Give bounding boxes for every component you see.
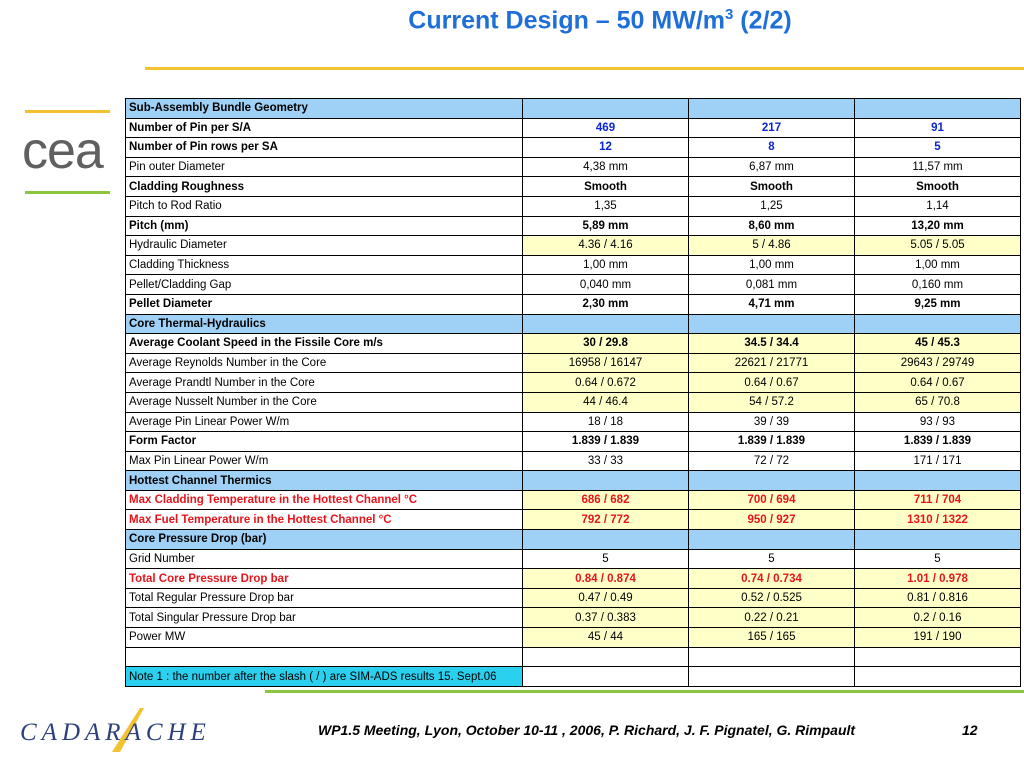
table-row <box>126 118 1021 138</box>
row-label: Max Fuel Temperature in the Hottest Channel °C <box>126 510 523 530</box>
value-cell: 0,081 mm <box>689 275 855 295</box>
value-cell: 686 / 682 <box>523 490 689 510</box>
table-row <box>126 196 1021 216</box>
row-label: Total Regular Pressure Drop bar <box>126 588 523 608</box>
value-cell <box>855 314 1021 334</box>
table-row <box>126 471 1021 491</box>
row-label: Hottest Channel Thermics <box>126 471 523 491</box>
value-cell: 5 <box>689 549 855 569</box>
value-cell: 45 / 44 <box>523 628 689 648</box>
value-cell: 29643 / 29749 <box>855 353 1021 373</box>
row-label: Max Cladding Temperature in the Hottest Channel °C <box>126 490 523 510</box>
table-row <box>126 216 1021 236</box>
table-row <box>126 314 1021 334</box>
value-cell: 1,35 <box>523 196 689 216</box>
value-cell: 5 <box>523 549 689 569</box>
value-cell <box>523 471 689 491</box>
cea-logo <box>22 126 112 176</box>
value-cell: 0.2 / 0.16 <box>855 608 1021 628</box>
value-cell <box>523 99 689 119</box>
value-cell: 700 / 694 <box>689 490 855 510</box>
value-cell <box>523 530 689 550</box>
logo-bar-top <box>25 110 110 113</box>
row-label: Total Core Pressure Drop bar <box>126 569 523 589</box>
value-cell: 1,00 mm <box>689 255 855 275</box>
value-cell: Smooth <box>523 177 689 197</box>
row-label: Pin outer Diameter <box>126 157 523 177</box>
value-cell: 711 / 704 <box>855 490 1021 510</box>
title-underline <box>145 67 1024 70</box>
value-cell <box>689 530 855 550</box>
row-label: Form Factor <box>126 432 523 452</box>
table-row <box>126 177 1021 197</box>
value-cell <box>855 471 1021 491</box>
table-row <box>126 647 1021 667</box>
table-row <box>126 667 1021 687</box>
value-cell: 2,30 mm <box>523 294 689 314</box>
value-cell: 45 / 45.3 <box>855 334 1021 354</box>
table-row <box>126 392 1021 412</box>
value-cell: 0.81 / 0.816 <box>855 588 1021 608</box>
table-row <box>126 569 1021 589</box>
table-row <box>126 628 1021 648</box>
value-cell: 39 / 39 <box>689 412 855 432</box>
value-cell: 33 / 33 <box>523 451 689 471</box>
value-cell <box>523 314 689 334</box>
value-cell: Smooth <box>689 177 855 197</box>
footer-text: WP1.5 Meeting, Lyon, October 10-11 , 2006, P. Richard, J. F. Pignatel, G. Rimpault <box>318 722 856 738</box>
value-cell: 792 / 772 <box>523 510 689 530</box>
row-label: Number of Pin rows per SA <box>126 138 523 158</box>
page-title: Current Design – 50 $MW/m^3$ (2/2) <box>408 6 792 35</box>
page-number: 12 <box>962 722 978 738</box>
cadarache-logo <box>12 700 262 756</box>
value-cell: 8 <box>689 138 855 158</box>
value-cell: 9,25 mm <box>855 294 1021 314</box>
value-cell <box>855 647 1021 667</box>
value-cell <box>689 667 855 687</box>
value-cell: 12 <box>523 138 689 158</box>
row-label: Note 1 : the number after the slash ( / ) are SIM-ADS results 15. Sept.06 <box>126 667 523 687</box>
value-cell: 1,25 <box>689 196 855 216</box>
table-row <box>126 373 1021 393</box>
row-label: Sub-Assembly Bundle Geometry <box>126 99 523 119</box>
table-row <box>126 294 1021 314</box>
value-cell: 0.64 / 0.67 <box>689 373 855 393</box>
table-row <box>126 510 1021 530</box>
value-cell <box>689 99 855 119</box>
value-cell: 5 <box>855 138 1021 158</box>
value-cell: 1.01 / 0.978 <box>855 569 1021 589</box>
value-cell <box>523 647 689 667</box>
svg-text:cea: cea <box>22 126 103 176</box>
value-cell <box>689 314 855 334</box>
value-cell: 5 / 4.86 <box>689 236 855 256</box>
row-label: Cladding Thickness <box>126 255 523 275</box>
table-row <box>126 275 1021 295</box>
value-cell: 165 / 165 <box>689 628 855 648</box>
row-label <box>126 647 523 667</box>
value-cell: 6,87 mm <box>689 157 855 177</box>
table-row <box>126 432 1021 452</box>
row-label: Pellet Diameter <box>126 294 523 314</box>
value-cell: 4,38 mm <box>523 157 689 177</box>
value-cell: 0.22 / 0.21 <box>689 608 855 628</box>
table-row <box>126 353 1021 373</box>
value-cell: 22621 / 21771 <box>689 353 855 373</box>
value-cell: 0.84 / 0.874 <box>523 569 689 589</box>
value-cell: 8,60 mm <box>689 216 855 236</box>
value-cell: 0.74 / 0.734 <box>689 569 855 589</box>
value-cell: Smooth <box>855 177 1021 197</box>
design-parameters-table <box>125 98 1021 687</box>
table-row <box>126 530 1021 550</box>
value-cell: 0.52 / 0.525 <box>689 588 855 608</box>
row-label: Pellet/Cladding Gap <box>126 275 523 295</box>
value-cell: 217 <box>689 118 855 138</box>
row-label: Pitch to Rod Ratio <box>126 196 523 216</box>
value-cell: 0.37 / 0.383 <box>523 608 689 628</box>
table-row <box>126 451 1021 471</box>
row-label: Average Coolant Speed in the Fissile Core m/s <box>126 334 523 354</box>
row-label: Max Pin Linear Power W/m <box>126 451 523 471</box>
row-label: Core Pressure Drop (bar) <box>126 530 523 550</box>
value-cell: 191 / 190 <box>855 628 1021 648</box>
row-label: Power MW <box>126 628 523 648</box>
value-cell: 0,160 mm <box>855 275 1021 295</box>
value-cell: 34.5 / 34.4 <box>689 334 855 354</box>
row-label: Total Singular Pressure Drop bar <box>126 608 523 628</box>
value-cell: 1310 / 1322 <box>855 510 1021 530</box>
value-cell: 5,89 mm <box>523 216 689 236</box>
value-cell: 11,57 mm <box>855 157 1021 177</box>
value-cell: 950 / 927 <box>689 510 855 530</box>
table-row <box>126 236 1021 256</box>
row-label: Number of Pin per S/A <box>126 118 523 138</box>
value-cell <box>689 471 855 491</box>
table-row <box>126 412 1021 432</box>
row-label: Average Prandtl Number in the Core <box>126 373 523 393</box>
row-label: Average Pin Linear Power W/m <box>126 412 523 432</box>
row-label: Cladding Roughness <box>126 177 523 197</box>
value-cell: 469 <box>523 118 689 138</box>
value-cell <box>855 667 1021 687</box>
footer-rule <box>265 690 1024 693</box>
value-cell: 16958 / 16147 <box>523 353 689 373</box>
table-row <box>126 588 1021 608</box>
table-row <box>126 255 1021 275</box>
value-cell: 0,040 mm <box>523 275 689 295</box>
value-cell <box>855 99 1021 119</box>
value-cell: 54 / 57.2 <box>689 392 855 412</box>
value-cell: 1.839 / 1.839 <box>855 432 1021 452</box>
logo-bar-bottom <box>25 191 110 194</box>
value-cell: 18 / 18 <box>523 412 689 432</box>
table-row <box>126 608 1021 628</box>
svg-text:CADARACHE: CADARACHE <box>20 719 211 746</box>
value-cell: 72 / 72 <box>689 451 855 471</box>
value-cell: 0.64 / 0.672 <box>523 373 689 393</box>
value-cell: 0.64 / 0.67 <box>855 373 1021 393</box>
value-cell: 171 / 171 <box>855 451 1021 471</box>
value-cell: 91 <box>855 118 1021 138</box>
table-row <box>126 549 1021 569</box>
value-cell: 93 / 93 <box>855 412 1021 432</box>
table-row <box>126 99 1021 119</box>
value-cell <box>523 667 689 687</box>
value-cell: 4.36 / 4.16 <box>523 236 689 256</box>
table-row <box>126 138 1021 158</box>
value-cell: 4,71 mm <box>689 294 855 314</box>
value-cell: 5 <box>855 549 1021 569</box>
row-label: Core Thermal-Hydraulics <box>126 314 523 334</box>
table-row <box>126 157 1021 177</box>
value-cell: 5.05 / 5.05 <box>855 236 1021 256</box>
value-cell <box>855 530 1021 550</box>
value-cell: 1,00 mm <box>855 255 1021 275</box>
row-label: Average Nusselt Number in the Core <box>126 392 523 412</box>
value-cell: 65 / 70.8 <box>855 392 1021 412</box>
row-label: Pitch (mm) <box>126 216 523 236</box>
value-cell: 0.47 / 0.49 <box>523 588 689 608</box>
row-label: Hydraulic Diameter <box>126 236 523 256</box>
value-cell <box>689 647 855 667</box>
value-cell: 1.839 / 1.839 <box>689 432 855 452</box>
row-label: Average Reynolds Number in the Core <box>126 353 523 373</box>
value-cell: 30 / 29.8 <box>523 334 689 354</box>
row-label: Grid Number <box>126 549 523 569</box>
value-cell: 44 / 46.4 <box>523 392 689 412</box>
value-cell: 1.839 / 1.839 <box>523 432 689 452</box>
value-cell: 1,14 <box>855 196 1021 216</box>
table-row <box>126 490 1021 510</box>
table-row <box>126 334 1021 354</box>
value-cell: 1,00 mm <box>523 255 689 275</box>
value-cell: 13,20 mm <box>855 216 1021 236</box>
